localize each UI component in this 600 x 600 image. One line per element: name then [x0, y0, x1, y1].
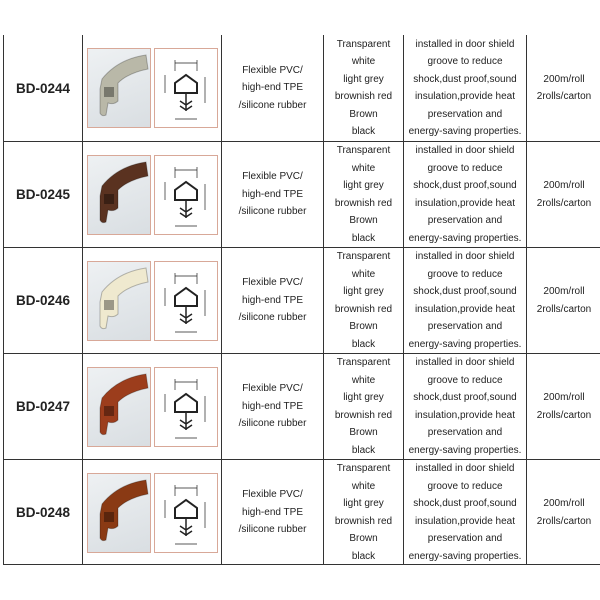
product-code-cell	[4, 460, 83, 565]
usage-line: installed in door shield	[415, 145, 515, 156]
color-option: brownish red	[334, 303, 393, 315]
packing-cell	[527, 142, 600, 247]
product-images	[87, 367, 218, 447]
material-cell	[222, 354, 324, 459]
table-row	[4, 35, 600, 141]
profile-photo	[87, 261, 151, 341]
color-option: light grey	[343, 498, 384, 509]
colors-text	[335, 460, 392, 565]
product-images	[87, 155, 218, 235]
packing-cell	[527, 460, 600, 565]
packing-line: 2rolls/carton	[536, 409, 592, 421]
material-cell	[222, 142, 324, 247]
color-option: black	[351, 126, 376, 137]
material-line: high-end TPE	[242, 506, 303, 518]
color-option: Brown	[349, 215, 378, 226]
usage-line: groove to reduce	[427, 374, 503, 386]
material-line: /silicone rubber	[238, 524, 307, 536]
color-option: Transparent	[336, 145, 391, 156]
color-option: white	[351, 480, 376, 492]
material-text	[239, 274, 307, 327]
color-option: Brown	[349, 427, 378, 438]
usage-line: groove to reduce	[427, 162, 503, 174]
usage-line: installed in door shield	[415, 357, 515, 368]
usage-line: shock,dust proof,sound	[413, 73, 517, 85]
color-option: black	[351, 232, 376, 244]
color-option: white	[351, 162, 376, 174]
colors-text	[335, 142, 392, 247]
material-line: Flexible PVC/	[242, 171, 303, 183]
packing-text	[537, 495, 591, 530]
product-images-cell	[83, 354, 222, 459]
material-line: high-end TPE	[242, 294, 303, 306]
color-option: black	[351, 338, 376, 350]
color-option: black	[351, 550, 376, 562]
usage-text	[409, 354, 522, 459]
product-code-cell	[4, 248, 83, 353]
material-cell	[222, 248, 324, 353]
material-line: /silicone rubber	[238, 312, 307, 324]
material-line: Flexible PVC/	[242, 383, 303, 395]
color-option: light grey	[343, 392, 384, 403]
material-text	[239, 486, 307, 539]
product-code: BD-0247	[15, 399, 71, 414]
color-option: Brown	[349, 108, 378, 120]
material-line: high-end TPE	[242, 400, 303, 412]
usage-line: insulation,provide heat	[414, 303, 516, 315]
profile-photo	[87, 367, 151, 447]
usage-cell	[404, 248, 527, 353]
product-images	[87, 261, 218, 341]
material-line: Flexible PVC/	[242, 64, 303, 76]
packing-line: 200m/roll	[543, 498, 585, 509]
table-row	[4, 247, 600, 353]
colors-cell	[324, 35, 404, 141]
color-option: light grey	[343, 180, 384, 191]
material-text	[239, 380, 307, 433]
material-line: /silicone rubber	[238, 418, 307, 430]
colors-cell	[324, 142, 404, 247]
product-table	[3, 35, 600, 565]
product-images	[87, 48, 218, 128]
color-option: light grey	[343, 286, 384, 297]
color-option: white	[351, 374, 376, 386]
profile-drawing	[154, 48, 218, 128]
color-option: brownish red	[334, 515, 393, 527]
profile-drawing	[154, 473, 218, 553]
material-line: /silicone rubber	[238, 206, 307, 218]
product-code-cell	[4, 35, 83, 141]
usage-line: preservation and	[427, 108, 503, 120]
usage-line: groove to reduce	[427, 56, 503, 67]
packing-cell	[527, 248, 600, 353]
product-code: BD-0245	[15, 187, 71, 202]
material-line: Flexible PVC/	[242, 277, 303, 289]
usage-line: insulation,provide heat	[414, 197, 516, 209]
colors-cell	[324, 460, 404, 565]
material-text	[239, 62, 307, 115]
usage-line: installed in door shield	[415, 38, 515, 50]
usage-line: shock,dust proof,sound	[413, 392, 517, 403]
color-option: brownish red	[334, 91, 393, 102]
material-text	[239, 168, 307, 221]
color-option: Brown	[349, 533, 378, 544]
material-cell	[222, 460, 324, 565]
colors-text	[335, 354, 392, 459]
product-code: BD-0246	[15, 293, 71, 308]
table-row	[4, 353, 600, 459]
profile-photo	[87, 473, 151, 553]
color-option: white	[351, 56, 376, 67]
usage-cell	[404, 142, 527, 247]
usage-line: energy-saving properties.	[408, 126, 522, 137]
table-row	[4, 141, 600, 247]
colors-cell	[324, 354, 404, 459]
usage-cell	[404, 35, 527, 141]
product-images	[87, 473, 218, 553]
usage-text	[409, 248, 522, 353]
usage-line: energy-saving properties.	[408, 444, 522, 456]
color-option: Transparent	[336, 38, 391, 50]
packing-line: 200m/roll	[543, 392, 585, 403]
profile-drawing	[154, 367, 218, 447]
colors-text	[335, 248, 392, 353]
profile-drawing	[154, 261, 218, 341]
usage-line: installed in door shield	[415, 463, 515, 474]
color-option: black	[351, 444, 376, 456]
packing-text	[537, 71, 591, 106]
color-option: Brown	[349, 321, 378, 332]
product-code: BD-0244	[15, 80, 71, 96]
product-code-cell	[4, 354, 83, 459]
packing-line: 2rolls/carton	[536, 91, 592, 102]
packing-line: 200m/roll	[543, 180, 585, 191]
color-option: brownish red	[334, 197, 393, 209]
usage-line: preservation and	[427, 533, 503, 544]
profile-photo	[87, 155, 151, 235]
usage-cell	[404, 460, 527, 565]
usage-line: insulation,provide heat	[414, 515, 516, 527]
packing-line: 2rolls/carton	[536, 303, 592, 315]
material-line: /silicone rubber	[238, 99, 307, 111]
usage-text	[409, 142, 522, 247]
packing-text	[537, 283, 591, 318]
usage-line: preservation and	[427, 321, 503, 332]
usage-cell	[404, 354, 527, 459]
color-option: light grey	[343, 73, 384, 85]
usage-text	[409, 460, 522, 565]
packing-cell	[527, 35, 600, 141]
product-images-cell	[83, 142, 222, 247]
usage-line: energy-saving properties.	[408, 338, 522, 350]
usage-line: insulation,provide heat	[414, 409, 516, 421]
packing-line: 2rolls/carton	[536, 515, 592, 527]
packing-line: 200m/roll	[543, 73, 585, 85]
usage-line: shock,dust proof,sound	[413, 498, 517, 509]
usage-line: insulation,provide heat	[414, 91, 516, 102]
packing-text	[537, 177, 591, 212]
packing-cell	[527, 354, 600, 459]
color-option: Transparent	[336, 463, 391, 474]
material-line: Flexible PVC/	[242, 489, 303, 501]
material-line: high-end TPE	[242, 82, 303, 94]
product-images-cell	[83, 248, 222, 353]
packing-line: 2rolls/carton	[536, 197, 592, 209]
color-option: Transparent	[336, 357, 391, 368]
product-code: BD-0248	[15, 505, 71, 520]
packing-text	[537, 389, 591, 424]
colors-text	[335, 36, 392, 141]
product-images-cell	[83, 35, 222, 141]
usage-line: preservation and	[427, 215, 503, 226]
colors-cell	[324, 248, 404, 353]
usage-line: groove to reduce	[427, 268, 503, 280]
table-row	[4, 459, 600, 565]
material-cell	[222, 35, 324, 141]
product-code-cell	[4, 142, 83, 247]
profile-drawing	[154, 155, 218, 235]
material-line: high-end TPE	[242, 188, 303, 200]
usage-line: shock,dust proof,sound	[413, 286, 517, 297]
color-option: brownish red	[334, 409, 393, 421]
profile-photo	[87, 48, 151, 128]
usage-line: groove to reduce	[427, 480, 503, 492]
usage-text	[409, 36, 522, 141]
usage-line: preservation and	[427, 427, 503, 438]
packing-line: 200m/roll	[543, 286, 585, 297]
color-option: white	[351, 268, 376, 280]
usage-line: shock,dust proof,sound	[413, 180, 517, 191]
usage-line: energy-saving properties.	[408, 550, 522, 562]
usage-line: installed in door shield	[415, 251, 515, 262]
usage-line: energy-saving properties.	[408, 232, 522, 244]
color-option: Transparent	[336, 251, 391, 262]
product-images-cell	[83, 460, 222, 565]
